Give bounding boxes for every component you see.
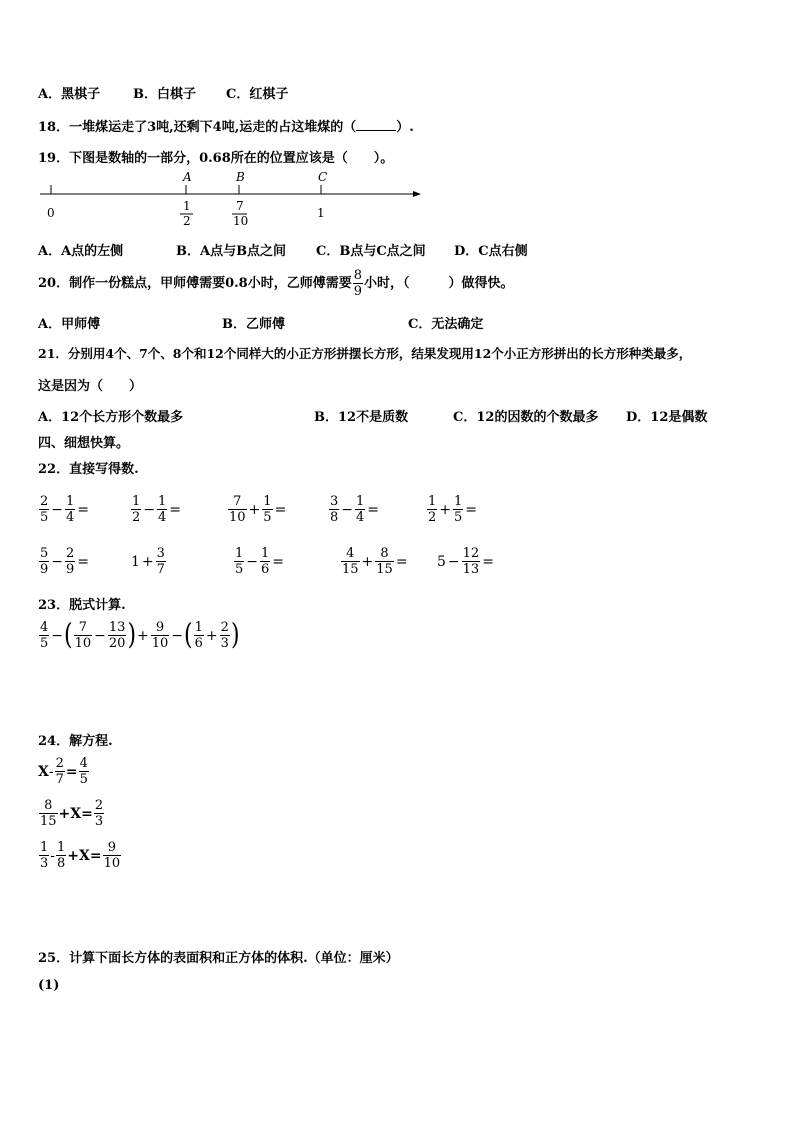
q21-option-a: A．12个长方形个数最多 <box>38 410 184 425</box>
operator: − <box>171 627 184 644</box>
fraction <box>341 546 360 577</box>
numerator: 1 <box>40 840 49 855</box>
numerator: 12 <box>462 546 480 561</box>
q24-equation-1 <box>38 756 90 787</box>
q22-expr-1 <box>38 494 90 525</box>
numerator: 1 <box>57 840 66 855</box>
fraction <box>156 546 166 577</box>
equals: = <box>395 553 408 570</box>
q22-expr-5 <box>426 494 478 525</box>
q22-expr-6 <box>38 546 90 577</box>
q21-question-line1: 21．分别用4个、7个、8个和12个同样大的小正方形拼摆长方形，结果发现用12个小正方形拼出的长方形种类最多， <box>38 346 692 361</box>
denominator: 5 <box>40 510 49 525</box>
fraction <box>108 620 127 651</box>
q20-text-after: 小时，（ ）做得快。 <box>364 276 514 291</box>
q18-answer-blank[interactable] <box>356 118 396 131</box>
numerator: 4 <box>40 620 49 635</box>
fraction <box>260 546 270 577</box>
fraction <box>56 840 66 871</box>
q21-option-c: C．12的因数的个数最多 <box>453 410 599 425</box>
whole-number: 5 <box>437 553 446 570</box>
denominator: 13 <box>462 562 480 577</box>
operator: − <box>143 501 156 518</box>
numerator: 2 <box>55 756 64 771</box>
operator: + <box>248 501 261 518</box>
q22-expr-9 <box>340 546 409 577</box>
numerator: 4 <box>79 756 88 771</box>
fraction <box>131 494 141 525</box>
numerator: 8 <box>353 268 362 283</box>
fraction <box>55 756 65 787</box>
q22-expr-7 <box>130 546 167 577</box>
operator: +X <box>67 847 90 864</box>
denominator: 2 <box>428 510 437 525</box>
numerator: 7 <box>233 494 242 509</box>
fraction <box>262 494 272 525</box>
operator: − <box>51 501 64 518</box>
point-b-label: B <box>236 170 245 184</box>
operator: + <box>439 501 452 518</box>
fraction <box>79 756 89 787</box>
numerator: 1 <box>66 494 75 509</box>
operator: − <box>94 627 106 644</box>
fraction <box>220 620 230 651</box>
operator: − <box>447 553 460 570</box>
q22-expr-8 <box>233 546 285 577</box>
fraction <box>94 798 104 829</box>
q24-equation-2 <box>38 798 105 829</box>
numerator: 5 <box>40 546 49 561</box>
tick-label-one: 1 <box>317 206 325 220</box>
tick-label-a-denominator: 2 <box>183 214 191 228</box>
q19-option-c: C．B点与C点之间 <box>316 244 426 259</box>
operator: + <box>361 553 374 570</box>
q18-text-before: 18．一堆煤运走了3吨,还剩下4吨,运走的占这堆煤的（ <box>38 120 357 135</box>
q22-expr-3 <box>227 494 287 525</box>
q22-expr-10 <box>436 546 495 577</box>
fraction <box>39 798 58 829</box>
numerator: 1 <box>428 494 437 509</box>
equals: = <box>169 501 182 518</box>
numerator: 1 <box>356 494 365 509</box>
operator: − <box>51 627 64 644</box>
left-paren: ( <box>184 618 193 652</box>
equals: = <box>274 501 287 518</box>
numerator: 2 <box>94 798 104 813</box>
denominator: 3 <box>94 814 104 829</box>
fraction <box>228 494 247 525</box>
numerator: 8 <box>380 546 389 561</box>
numerator: 2 <box>66 546 75 561</box>
q22-expr-4 <box>328 494 380 525</box>
denominator: 5 <box>40 636 49 651</box>
q19-question: 19．下图是数轴的一部分，0.68所在的位置应该是（ ）。 <box>38 151 394 166</box>
fraction <box>329 494 339 525</box>
numerator: 1 <box>194 620 203 635</box>
q20-question <box>38 268 514 299</box>
fraction <box>375 546 394 577</box>
q20-option-a: A．甲师傅 <box>38 317 101 332</box>
operator: + <box>137 627 149 644</box>
point-a-label: A <box>183 170 192 184</box>
operator: − <box>341 501 354 518</box>
denominator: 3 <box>40 856 49 871</box>
operator: − <box>246 553 259 570</box>
denominator: 20 <box>108 636 126 651</box>
q17-option-a: A．黑棋子 <box>38 87 101 102</box>
tick-label-zero: 0 <box>47 206 55 220</box>
numerator: 1 <box>158 494 167 509</box>
q18-text-after: ）. <box>396 120 414 135</box>
numerator: 1 <box>132 494 141 509</box>
equals: = <box>77 501 90 518</box>
q21-option-d: D．12是偶数 <box>626 410 708 425</box>
denominator: 2 <box>132 510 141 525</box>
denominator: 6 <box>194 636 203 651</box>
q20-fraction <box>353 268 363 299</box>
equals: = <box>367 501 380 518</box>
operator: − <box>51 553 64 570</box>
fraction <box>103 840 122 871</box>
operator: +X <box>58 805 82 822</box>
equals: = <box>89 847 102 864</box>
q24-equation-3 <box>38 840 122 871</box>
operator: - <box>50 847 56 864</box>
q18-question <box>38 116 414 135</box>
fraction <box>65 494 75 525</box>
numerator: 9 <box>107 840 117 855</box>
q23-expression <box>38 620 240 651</box>
equals: = <box>465 501 478 518</box>
q19-option-b: B．A点与B点之间 <box>176 244 287 259</box>
denominator: 5 <box>263 510 272 525</box>
denominator: 8 <box>330 510 339 525</box>
denominator: 4 <box>66 510 75 525</box>
denominator: 10 <box>151 636 169 651</box>
operator: - <box>48 763 54 780</box>
q19-option-d: D．C点右侧 <box>454 244 528 259</box>
q24-title: 24．解方程. <box>38 734 113 749</box>
denominator: 8 <box>57 856 66 871</box>
q22-title: 22．直接写得数. <box>38 462 139 477</box>
q25-title: 25．计算下面长方体的表面积和正方体的体积.（单位：厘米） <box>38 951 399 966</box>
q21-question-line2: 这是因为（ ） <box>38 379 143 394</box>
fraction <box>39 840 49 871</box>
denominator: 9 <box>66 562 75 577</box>
q23-title: 23．脱式计算. <box>38 598 126 613</box>
q19-option-a: A．A点的左侧 <box>38 244 124 259</box>
equals: = <box>65 763 78 780</box>
denominator: 7 <box>55 772 64 787</box>
fraction <box>234 546 244 577</box>
tick-label-b-numerator: 7 <box>236 199 244 213</box>
denominator: 15 <box>342 562 359 577</box>
fraction <box>427 494 437 525</box>
denominator: 10 <box>103 856 121 871</box>
denominator: 9 <box>40 562 49 577</box>
denominator: 10 <box>229 510 246 525</box>
numerator: 9 <box>155 620 165 635</box>
equals: = <box>81 805 93 822</box>
q20-option-b: B．乙师傅 <box>222 317 285 332</box>
numerator: 8 <box>44 798 53 813</box>
fraction <box>462 546 481 577</box>
q20-option-c: C．无法确定 <box>408 317 484 332</box>
fraction <box>39 620 49 651</box>
q17-option-b: B．白棋子 <box>133 87 196 102</box>
denominator: 5 <box>79 772 88 787</box>
q20-text-before: 20．制作一份糕点，甲师傅需要0.8小时，乙师傅需要 <box>38 276 352 291</box>
operator: + <box>205 627 218 644</box>
fraction <box>74 620 93 651</box>
left-paren: ( <box>64 618 73 652</box>
q21-option-b: B．12不是质数 <box>314 410 409 425</box>
variable: X <box>38 763 49 780</box>
fraction <box>355 494 365 525</box>
numerator: 4 <box>346 546 355 561</box>
numerator: 1 <box>261 546 270 561</box>
q22-expr-2 <box>130 494 182 525</box>
numerator: 1 <box>235 546 244 561</box>
fraction <box>453 494 463 525</box>
numerator: 13 <box>108 620 126 635</box>
fraction <box>194 620 204 651</box>
equals: = <box>482 553 494 570</box>
fraction <box>157 494 167 525</box>
fraction <box>39 546 49 577</box>
q17-option-c: C．红棋子 <box>226 87 289 102</box>
right-paren: ) <box>230 618 240 652</box>
denominator: 10 <box>74 636 92 651</box>
equals: = <box>272 553 285 570</box>
equals: = <box>77 553 90 570</box>
denominator: 7 <box>156 562 165 577</box>
denominator: 9 <box>353 284 362 299</box>
section-heading: 四、细想快算。 <box>38 436 130 451</box>
denominator: 6 <box>261 562 270 577</box>
denominator: 4 <box>158 510 167 525</box>
numerator: 3 <box>330 494 339 509</box>
q25-subpart-label: (1) <box>38 978 60 993</box>
numerator: 2 <box>220 620 229 635</box>
tick-label-a-numerator: 1 <box>183 199 191 213</box>
numerator: 1 <box>454 494 463 509</box>
numerator: 3 <box>156 546 165 561</box>
denominator: 5 <box>235 562 244 577</box>
denominator: 15 <box>40 814 57 829</box>
operator: + <box>141 553 154 570</box>
denominator: 5 <box>454 510 463 525</box>
fraction <box>65 546 75 577</box>
numerator: 1 <box>263 494 272 509</box>
fraction <box>151 620 170 651</box>
numerator: 2 <box>40 494 49 509</box>
tick-label-b-denominator: 10 <box>233 214 249 228</box>
point-c-label: C <box>318 170 328 184</box>
fraction <box>39 494 49 525</box>
numerator: 7 <box>78 620 88 635</box>
whole-number: 1 <box>131 553 140 570</box>
right-paren: ) <box>127 618 137 652</box>
denominator: 15 <box>376 562 393 577</box>
denominator: 4 <box>356 510 365 525</box>
denominator: 3 <box>220 636 229 651</box>
